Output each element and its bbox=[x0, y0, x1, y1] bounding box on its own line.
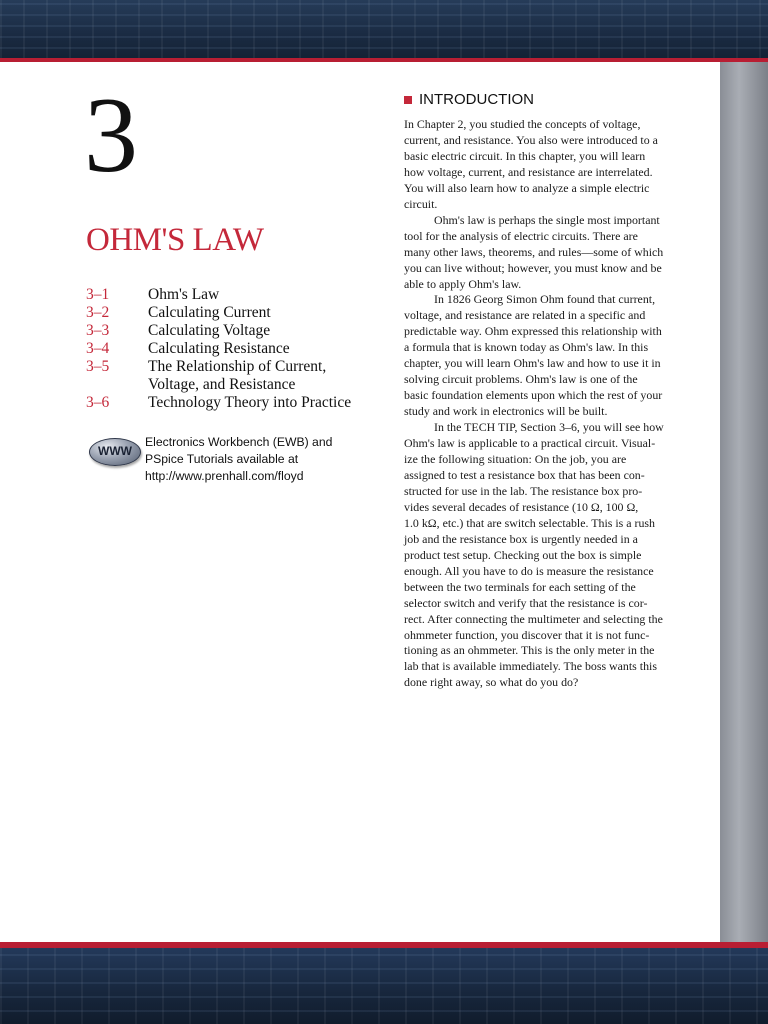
text-line: rect. After connecting the multimeter and selecting the bbox=[404, 611, 663, 626]
text-line: job and the resistance box is urgently needed in a bbox=[404, 531, 638, 546]
outline-item bbox=[86, 304, 386, 322]
web-note-line: Electronics Workbench (EWB) and bbox=[145, 435, 333, 449]
text-line: tool for the analysis of electric circuits. There are bbox=[404, 228, 638, 243]
text-line: product test setup. Checking out the box is simple bbox=[404, 547, 642, 562]
outline-section-title bbox=[148, 304, 271, 322]
outline-section-title bbox=[148, 286, 219, 304]
www-globe-icon bbox=[89, 438, 141, 466]
text-line: ize the following situation: On the job, you are bbox=[404, 452, 627, 467]
outline-title-line: Technology Theory into Practice bbox=[148, 394, 352, 411]
outline-section-number: 3–6 bbox=[86, 394, 110, 411]
text-line: between the two terminals for each setting of the bbox=[404, 579, 636, 594]
text-line: In the TECH TIP, Section 3–6, you will see how bbox=[434, 420, 664, 435]
section-heading bbox=[404, 91, 534, 108]
web-note-url: http://www.prenhall.com/floyd bbox=[145, 469, 304, 483]
outline-section-title bbox=[148, 358, 326, 394]
web-resources-note bbox=[145, 434, 365, 485]
paragraph bbox=[404, 117, 695, 213]
outline-item bbox=[86, 340, 386, 358]
section-heading-text: INTRODUCTION bbox=[419, 91, 534, 108]
text-line: many other laws, theorems, and rules—some of which bbox=[404, 244, 664, 259]
outline-item bbox=[86, 358, 386, 394]
top-red-rule bbox=[0, 58, 768, 62]
text-line: study and work in electronics will be built. bbox=[404, 404, 608, 419]
outline-section-number: 3–2 bbox=[86, 304, 110, 321]
outline-title-line: Voltage, and Resistance bbox=[148, 376, 296, 393]
web-note-line: PSpice Tutorials available at bbox=[145, 452, 299, 466]
outline-section-number: 3–3 bbox=[86, 322, 110, 339]
paragraph bbox=[404, 292, 695, 420]
page-edge-shadow bbox=[720, 62, 768, 942]
outline-title-line: Calculating Voltage bbox=[148, 322, 271, 339]
text-line: able to apply Ohm's law. bbox=[404, 276, 522, 291]
text-line: current, and resistance. You also were introduced to a bbox=[404, 132, 658, 147]
outline-section-title bbox=[148, 394, 351, 412]
paragraph bbox=[404, 213, 695, 293]
text-line: a formula that is known today as Ohm's law. In this bbox=[404, 340, 649, 355]
text-line: 1.0 kΩ, etc.) that are switch selectable. This is a rush bbox=[404, 515, 655, 530]
outline-title-line: Calculating Resistance bbox=[148, 340, 290, 357]
text-line: voltage, and resistance are related in a specific and bbox=[404, 308, 646, 323]
outline-section-number: 3–4 bbox=[86, 340, 110, 357]
paragraph bbox=[404, 420, 695, 691]
outline-item bbox=[86, 394, 386, 412]
text-line: solving circuit problems. Ohm's law is one of the bbox=[404, 372, 638, 387]
text-line: lab that is available immediately. The boss wants this bbox=[404, 659, 657, 674]
outline-title-line: Ohm's Law bbox=[148, 286, 220, 303]
text-line: done right away, so what do you do? bbox=[404, 675, 579, 690]
outline-section-title bbox=[148, 340, 290, 358]
text-line: selector switch and verify that the resistance is cor- bbox=[404, 595, 648, 610]
www-badge-label: WWW bbox=[98, 444, 132, 458]
text-line: Ohm's law is perhaps the single most important bbox=[434, 212, 660, 227]
text-line: enough. All you have to do is measure the resistance bbox=[404, 563, 654, 578]
text-line: vides several decades of resistance (10 Ω, 100 Ω, bbox=[404, 499, 639, 514]
text-line: ohmmeter function, you discover that it is not func- bbox=[404, 627, 650, 642]
introduction-body bbox=[404, 117, 695, 691]
outline-title-line: Calculating Current bbox=[148, 304, 271, 321]
text-line: you can live without; however, you must know and be bbox=[404, 260, 662, 275]
text-line: In Chapter 2, you studied the concepts of voltage, bbox=[404, 117, 641, 131]
chapter-number: 3 bbox=[84, 76, 138, 195]
top-decorative-band bbox=[0, 0, 768, 58]
chapter-title: OHM'S LAW bbox=[86, 222, 264, 258]
text-line: In 1826 Georg Simon Ohm found that current, bbox=[434, 292, 656, 307]
chapter-outline bbox=[86, 286, 386, 412]
outline-title-line: The Relationship of Current, bbox=[148, 358, 327, 375]
bottom-decorative-band bbox=[0, 948, 768, 1024]
text-line: structed for use in the lab. The resistance box pro- bbox=[404, 483, 643, 498]
outline-item bbox=[86, 322, 386, 340]
text-line: circuit. bbox=[404, 196, 438, 211]
text-line: how voltage, current, and resistance are interrelated. bbox=[404, 164, 653, 179]
text-line: Ohm's law is applicable to a practical circuit. Visual- bbox=[404, 436, 656, 451]
text-line: chapter, you will learn Ohm's law and how to use it in bbox=[404, 356, 661, 371]
heading-bullet-icon bbox=[404, 96, 412, 104]
text-line: assigned to test a resistance box that has been con- bbox=[404, 467, 645, 482]
outline-item bbox=[86, 286, 386, 304]
outline-section-title bbox=[148, 322, 270, 340]
text-line: basic foundation elements upon which the rest of your bbox=[404, 388, 663, 403]
text-line: You will also learn how to analyze a simple electric bbox=[404, 180, 650, 195]
text-line: predictable way. Ohm expressed this relationship with bbox=[404, 324, 662, 339]
outline-section-number: 3–1 bbox=[86, 286, 110, 303]
text-line: basic electric circuit. In this chapter, you will learn bbox=[404, 148, 646, 163]
text-line: tioning as an ohmmeter. This is the only meter in the bbox=[404, 643, 655, 658]
outline-section-number: 3–5 bbox=[86, 358, 110, 375]
